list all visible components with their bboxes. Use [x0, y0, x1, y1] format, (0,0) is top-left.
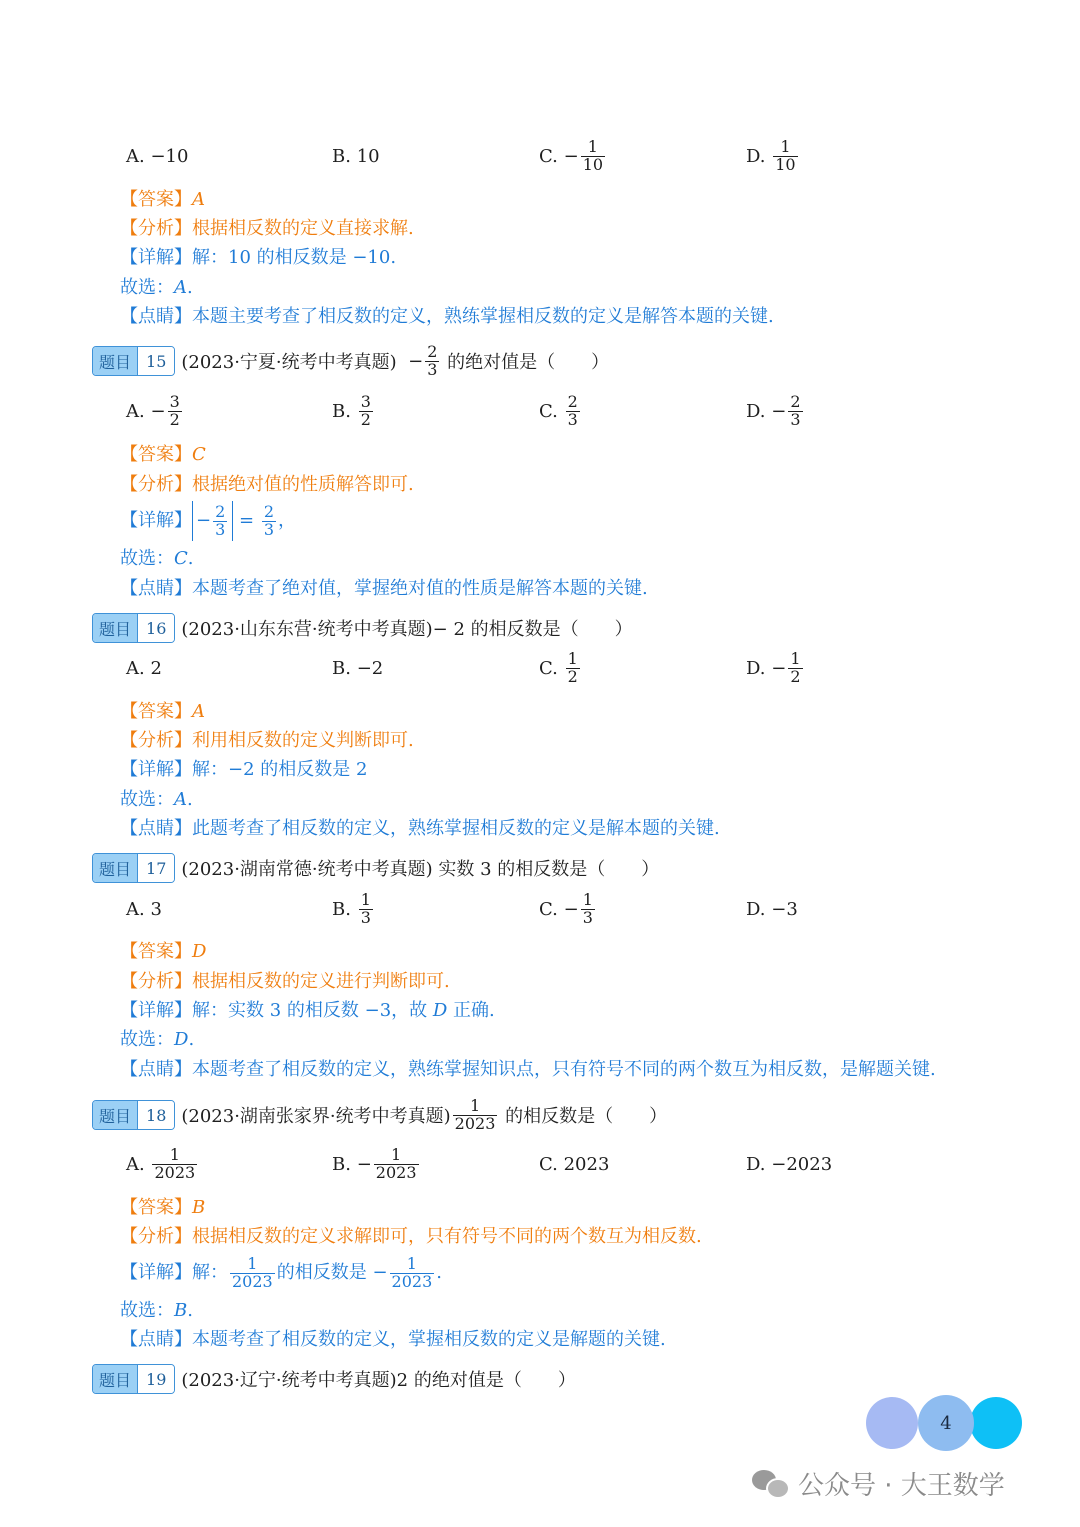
q18-header: 题目 18 (2023·湖南张家界·统考中考真题) $\frac{1}{2023}$ 的相反数是（ ）	[92, 1100, 667, 1130]
q14-option-b: B. 10	[332, 145, 380, 167]
question-tag: 题目 16	[92, 613, 175, 643]
q17-detail: 【详解】解：实数 3 的相反数 −3，故 D 正确.	[120, 1000, 495, 1021]
q16-answer: 【答案】A	[120, 701, 205, 722]
q14-choose: 故选：A.	[120, 277, 193, 298]
q16-option-d: D. − $\frac{1}{2}$	[746, 648, 801, 686]
q17-answer: 【答案】D	[120, 941, 207, 962]
q16-header: 题目 16 (2023·山东东营·统考中考真题) − 2 的相反数是（ ）	[92, 613, 633, 643]
q15-answer: 【答案】C	[120, 444, 206, 465]
q15-header: 题目 15 (2023·宁夏·统考中考真题) − $\frac{2}{3}$ 的绝对值是（ ）	[92, 346, 609, 376]
q15-comment: 【点睛】本题考查了绝对值，掌握绝对值的性质是解答本题的关键.	[120, 578, 648, 599]
question-tag: 题目 15	[92, 346, 175, 376]
q16-comment: 【点睛】此题考查了相反数的定义，熟练掌握相反数的定义是解本题的关键.	[120, 818, 720, 839]
q15-option-d: D. − $\frac{2}{3}$	[746, 391, 801, 429]
q16-analysis: 【分析】利用相反数的定义判断即可.	[120, 730, 414, 751]
q14-answer: 【答案】A	[120, 189, 205, 210]
q14-option-a: A. −10	[126, 145, 189, 167]
q17-comment: 【点睛】本题考查了相反数的定义，熟练掌握知识点，只有符号不同的两个数互为相反数，是解题关键.	[120, 1059, 936, 1080]
page-badge-left-circle	[866, 1397, 918, 1449]
question-tag: 题目 18	[92, 1100, 175, 1130]
q18-choose: 故选：B.	[120, 1300, 193, 1321]
wechat-watermark: 公众号 · 大王数学	[752, 1463, 1005, 1503]
q18-comment: 【点睛】本题考查了相反数的定义，掌握相反数的定义是解题的关键.	[120, 1329, 666, 1350]
q18-option-a: A. $\frac{1}{2023}$	[126, 1144, 196, 1182]
q14-option-c: C. − $\frac{1}{10}$	[539, 136, 604, 174]
q18-option-c: C. 2023	[539, 1153, 610, 1175]
q15-option-c: C. $\frac{2}{3}$	[539, 391, 578, 429]
q17-option-c: C. − $\frac{1}{3}$	[539, 889, 593, 927]
q16-option-a: A. 2	[126, 657, 162, 679]
q18-option-b: B. − $\frac{1}{2023}$	[332, 1144, 417, 1182]
q15-options	[126, 388, 1026, 434]
q18-option-d: D. −2023	[746, 1153, 833, 1175]
page-badge-right-circle	[970, 1397, 1022, 1449]
q16-option-c: C. $\frac{1}{2}$	[539, 648, 578, 686]
q15-analysis: 【分析】根据绝对值的性质解答即可.	[120, 474, 414, 495]
q17-option-d: D. −3	[746, 898, 798, 920]
q16-detail: 【详解】解：−2 的相反数是 2	[120, 759, 368, 780]
q18-options	[126, 1141, 1026, 1187]
q17-header: 题目 17 (2023·湖南常德·统考中考真题) 实数 3 的相反数是（ ）	[92, 853, 659, 883]
q15-detail: 【详解】 − $\frac{2}{3}$ = $\frac{2}{3}$ ，	[120, 500, 296, 542]
q17-analysis: 【分析】根据相反数的定义进行判断即可.	[120, 971, 450, 992]
q19-header: 题目 19 (2023·辽宁·统考中考真题) 2 的绝对值是（ ）	[92, 1364, 576, 1394]
question-tag: 题目 17	[92, 853, 175, 883]
q14-comment: 【点睛】本题主要考查了相反数的定义，熟练掌握相反数的定义是解答本题的关键.	[120, 306, 774, 327]
page-number: 4	[918, 1395, 974, 1451]
q14-option-d: D. $\frac{1}{10}$	[746, 136, 796, 174]
q18-detail: 【详解】 解： $\frac{1}{2023}$ 的相反数是 − $\frac{1}{2023}$ .	[120, 1253, 442, 1291]
q17-options	[126, 886, 1026, 932]
q15-option-b: B. $\frac{3}{2}$	[332, 391, 371, 429]
q14-analysis: 【分析】根据相反数的定义直接求解.	[120, 218, 414, 239]
q14-detail: 【详解】解：10 的相反数是 −10.	[120, 247, 397, 268]
q16-option-b: B. −2	[332, 657, 384, 679]
q15-option-a: A. − $\frac{3}{2}$	[126, 391, 180, 429]
question-tag: 题目 19	[92, 1364, 175, 1394]
q17-option-b: B. $\frac{1}{3}$	[332, 889, 371, 927]
q14-options	[126, 133, 1026, 179]
wechat-icon	[752, 1468, 788, 1498]
q15-choose: 故选：C.	[120, 548, 194, 569]
absolute-value-bars: − $\frac{2}{3}$	[192, 501, 233, 541]
q17-option-a: A. 3	[126, 898, 162, 920]
q18-analysis: 【分析】根据相反数的定义求解即可，只有符号不同的两个数互为相反数.	[120, 1226, 702, 1247]
q17-choose: 故选：D.	[120, 1029, 195, 1050]
q18-answer: 【答案】B	[120, 1197, 206, 1218]
q16-options	[126, 645, 1026, 691]
q16-choose: 故选：A.	[120, 789, 193, 810]
